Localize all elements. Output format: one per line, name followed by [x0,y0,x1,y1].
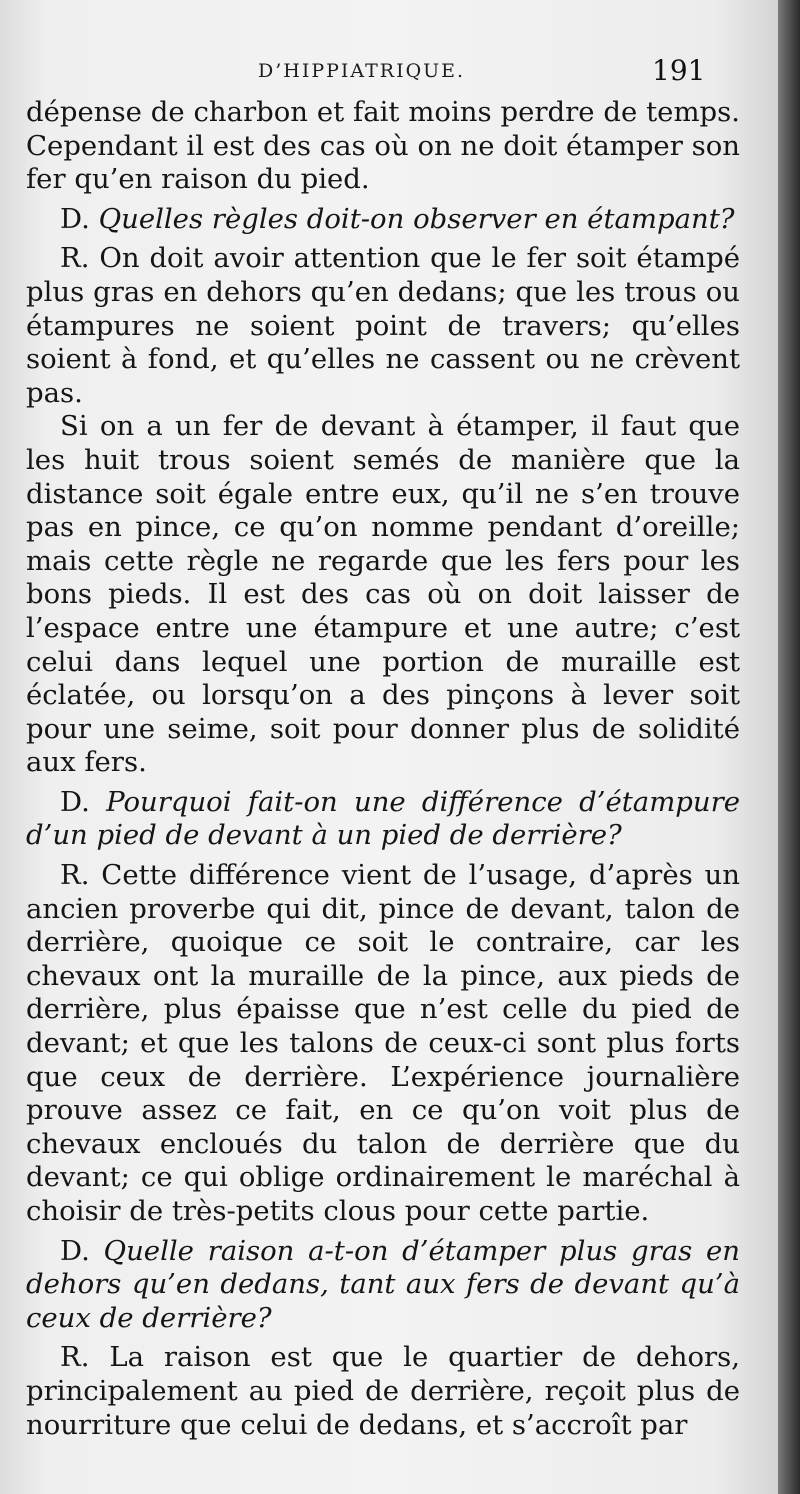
page-edge-shadow [778,0,800,1494]
question-text: Pourquoi fait-on une différence d’étampure d’un pied de devant à un pied de derrière? [26,785,741,852]
answer-paragraph [26,242,740,410]
question-label: D. [60,202,90,235]
running-title: D’HIPPIATRIQUE. [258,60,466,82]
page-number: 191 [652,54,706,87]
question-paragraph [26,786,740,853]
paragraph [26,96,740,197]
question-paragraph [26,203,740,237]
question-label: D. [60,1234,90,1267]
answer-label: R. [60,859,90,892]
paragraph-text: Si on a un fer de devant à étamper, il faut que les huit trous soient semés de manière que la distance soit égale entre eux, qu’il ne s’en trouve pas en pince, ce qu’on nomme pendant d’oreille; mais cette règle ne regarde que les fers pour les bons pieds. Il est des cas où on doit laisser de l’espace entre une étampure et une autre; c’est celui dans lequel une portion de muraille est éclatée, ou lorsqu’on a des pinçons à lever soit pour une seime, soit pour donner plus de solidité aux fers. [26,410,740,779]
question-text: Quelle raison a-t-on d’étamper plus gras en dehors qu’en dedans, tant aux fers de devant qu’à ceux de derrière? [26,1234,740,1334]
paragraph-text: dépense de charbon et fait moins perdre de temps. Cependant il est des cas où on ne doit étamper son fer qu’en raison du pied. [26,96,740,196]
answer-label: R. [60,1341,90,1374]
answer-paragraph [26,859,740,1229]
question-label: D. [60,785,90,818]
answer-text: Cette différence vient de l’usage, d’après un ancien proverbe qui dit, pince de devant, talon de derrière, quoique ce soit le contraire, car les chevaux ont la muraille de la pince, aux pieds de derrière, plus épaisse que n’est celle du pied de devant; et que les talons de ceux-ci sont plus forts que ceux de derrière. L’expérience journalière prouve assez ce fait, en ce qu’on voit plus de chevaux encloués du talon de derrière que du devant; ce qui oblige ordinairement le maréchal à choisir de très-petits clous pour cette partie. [26,859,740,1227]
answer-text: On doit avoir attention que le fer soit étampé plus gras en dehors qu’en dedans; que les trous ou étampures ne soient point de travers; qu’elles soient à fond, et qu’elles ne cassent ou ne crèvent pas. [26,242,740,409]
answer-paragraph [26,1341,740,1442]
answer-text: La raison est que le quartier de dehors, principalement au pied de derrière, reçoit plus de nourriture que celui de dedans, et s’accroît par [26,1341,740,1441]
page-header [0,54,778,94]
question-paragraph [26,1235,740,1336]
question-text: Quelles règles doit-on observer en étampant? [98,202,735,235]
paragraph [26,410,740,780]
answer-label: R. [60,242,90,275]
page-body [26,96,740,1442]
